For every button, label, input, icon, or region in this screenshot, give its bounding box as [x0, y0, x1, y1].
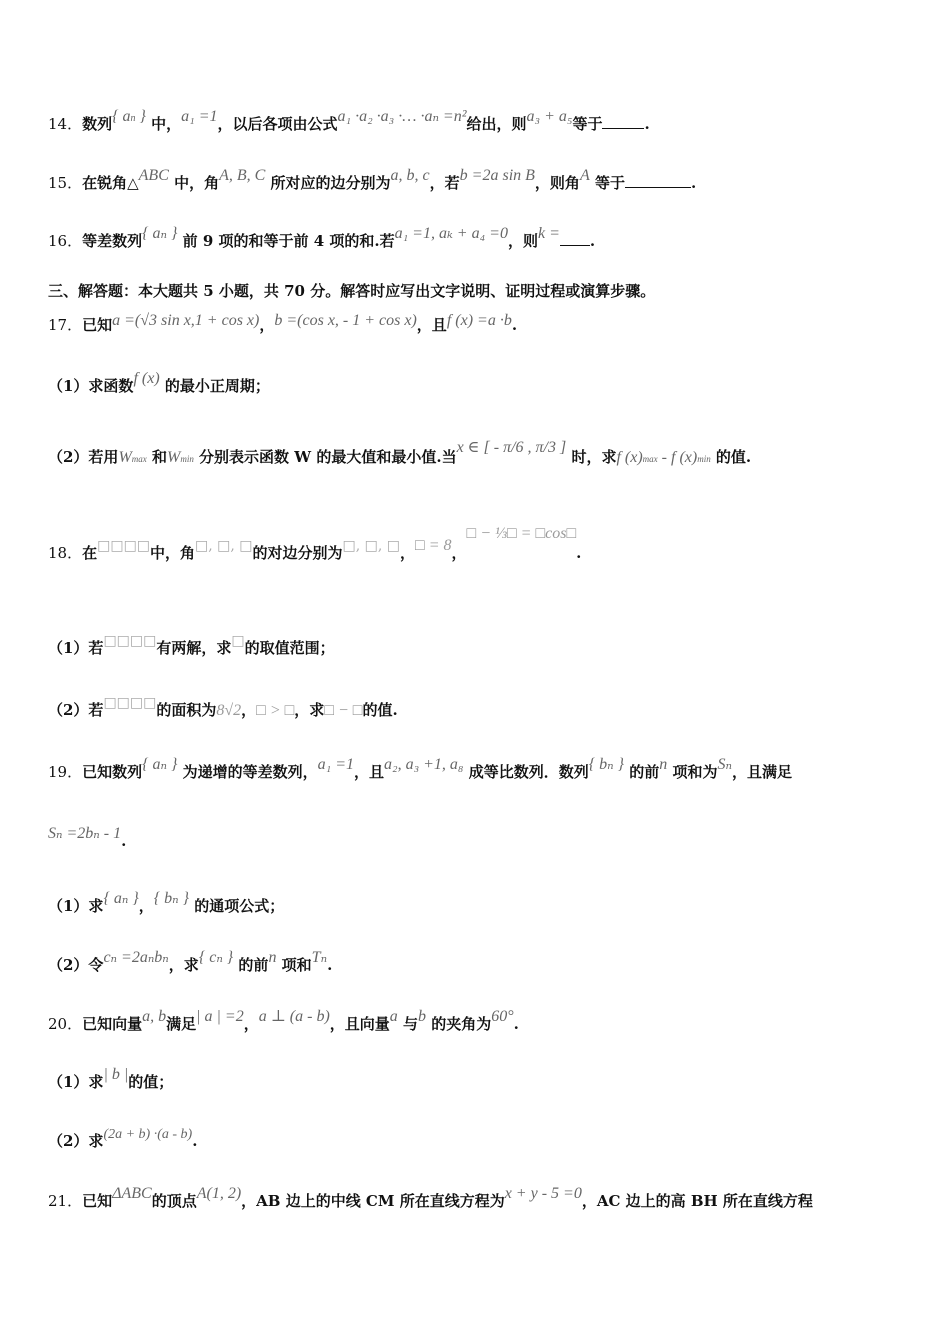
- question-17-part-1: （1）求函数f (x) 的最小正周期；: [48, 370, 270, 395]
- question-19-formula: Sₙ =2bₙ - 1.: [48, 825, 127, 850]
- question-14: 14．数列{ $a^n$ } 中，a₁ =1，以后各项由公式a₁ ·a₂ ·a₃ ·… ·aₙ =n²给出，则a₃ + a₅等于 .: [48, 108, 650, 133]
- question-16: 16．等差数列{ aₙ } 前 9 项的和等于前 4 项的和.若a₁ =1, aₖ + a₄ =0，则k = .: [48, 225, 596, 250]
- question-19-part-2: （2）令cₙ =2aₙbₙ，求{ cₙ } 的前n 项和Tₙ.: [48, 949, 333, 974]
- question-15: 15．在锐角△ABC 中，角A, B, C 所对应的边分别为a, b, c，若b =2a sin B，则角A 等于 .: [48, 167, 697, 192]
- answer-blank: [602, 114, 644, 129]
- question-20: 20．已知向量a, b满足| a | =2，a ⊥ (a - b)，且向量a 与b 的夹角为60°.: [48, 1008, 519, 1033]
- question-17: 17．已知a =(√3 sin x,1 + cos x)，b =(cos x, - 1 + cos x)，且f (x) =a ·b.: [48, 312, 518, 334]
- section-heading: 三、解答题：本大题共 5 小题，共 70 分。解答时应写出文字说明、证明过程或演算步骤。: [48, 282, 656, 300]
- question-19: 19．已知数列{ aₙ } 为递增的等差数列，a₁ =1，且a₂, a₃ +1, a₈ 成等比数列．数列{ bₙ } 的前n 项和为Sₙ，且满足: [48, 756, 792, 781]
- answer-blank: [560, 231, 590, 246]
- question-20-part-1: （1）求| b |的值；: [48, 1066, 174, 1091]
- question-18-part-2: （2）若□□□□的面积为8√2，□ > □，求□ − □的值.: [48, 695, 398, 719]
- question-21: 21．已知ΔABC的顶点A(1, 2)，AB 边上的中线 CM 所在直线方程为x + y - 5 =0，AC 边上的高 BH 所在直线方程: [48, 1185, 813, 1210]
- question-17-part-2: （2）若用Wmax 和Wmin 分别表示函数 W 的最大值和最小值.当x ∈ [ - π/6 , π/3 ] 时，求f (x)max - f (x)min 的值.: [48, 439, 752, 466]
- question-18-part-1: （1）若□□□□有两解，求□的取值范围；: [48, 633, 335, 657]
- question-19-part-1: （1）求{ aₙ }，{ bₙ } 的通项公式；: [48, 890, 285, 915]
- question-18: 18．在□□□□中，角□, □, □的对边分别为□, □, □，□ = 8，□ − ⅓□ = □cos□.: [48, 525, 582, 562]
- question-20-part-2: （2）求(2a + b) ·(a - b).: [48, 1127, 198, 1150]
- answer-blank: [625, 173, 691, 188]
